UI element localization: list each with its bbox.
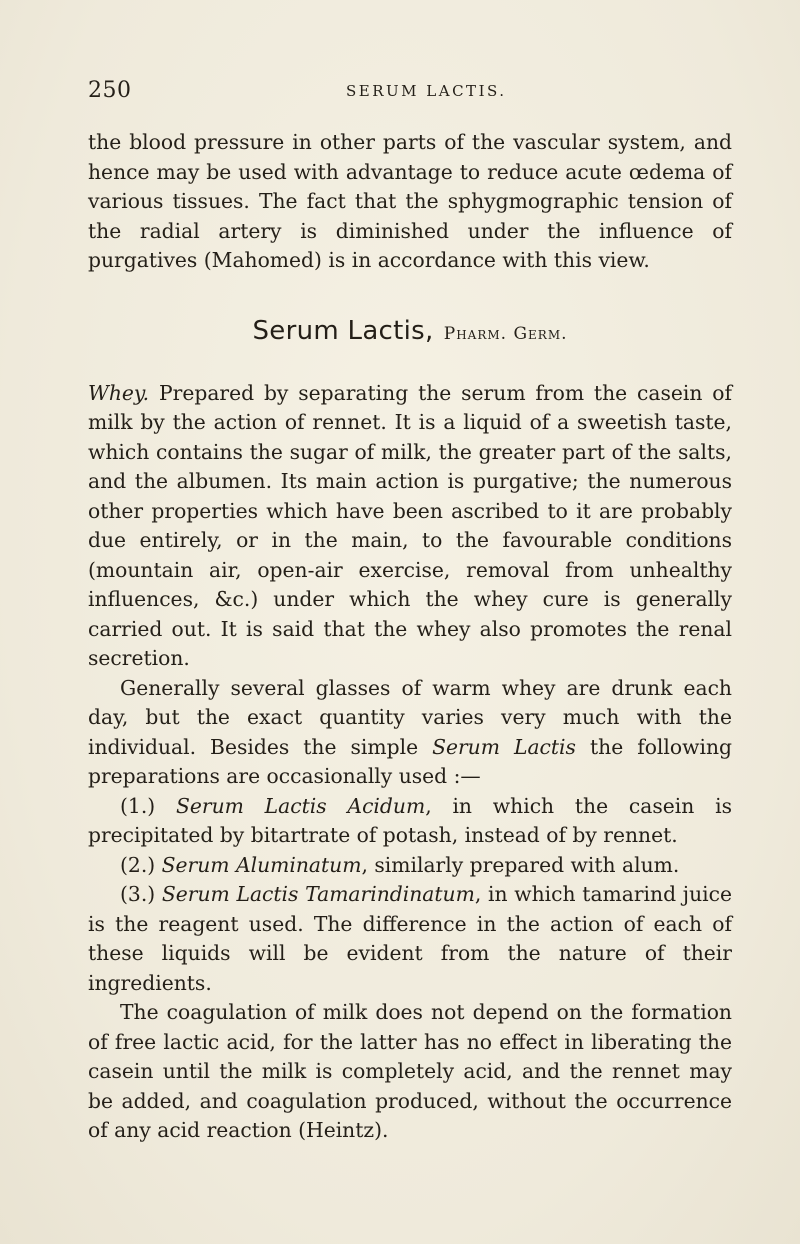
section-title-separator: , <box>425 315 434 346</box>
generally-after: the following preparations are occasionally used :— <box>88 734 733 788</box>
body-text <box>88 128 732 1146</box>
whey-term: Whey. <box>88 380 150 405</box>
section-subtitle: Pharm. Germ. <box>443 323 568 344</box>
preparation-text: , in which tamarind juice is the reagent used. The difference in the action of each of these liquids will be evident from the nature of their ingredients. <box>88 882 732 995</box>
whey-text: Prepared by separating the serum from the casein of milk by the action of rennet. It is a liquid of a sweetish taste, which contains the sugar of milk, the greater part of the salts, and the albumen. Its main action is purgative; the numerous other properties which have been ascribed to it are probably due entirely, or in the main, to the favourable conditions (mountain air, open-air exercise, removal from unhealthy influences, &c.) under which the whey cure is generally carried out. It is said that the whey also promotes the renal secretion. <box>88 380 732 670</box>
preparation-text: , in which the casein is precipitated by bitartrate of potash, instead of by rennet. <box>88 793 733 847</box>
generally-paragraph <box>88 674 732 792</box>
preparation-text: , similarly prepared with alum. <box>361 852 680 877</box>
preparation-number: (3.) <box>120 882 162 906</box>
section-heading <box>88 316 732 349</box>
preparation-number: (1.) <box>120 793 176 818</box>
preparation-item-3 <box>88 880 732 998</box>
coagulation-paragraph: The coagulation of milk does not depend on the formation of free lactic acid, for the latter has no effect in liberating the casein until the milk is completely acid, and the rennet may be added, and coagulation produced, without the occurrence of any acid reaction (Heintz). <box>88 1000 732 1142</box>
running-head: SERUM LACTIS. <box>346 82 507 100</box>
page-header <box>88 78 718 108</box>
preparation-name: Serum Lactis Acidum <box>175 793 426 818</box>
generally-before: Generally several glasses of warm whey are drunk each day, but the exact quantity varies very much with the individual. Besides the simple <box>88 675 732 759</box>
whey-paragraph <box>88 379 732 674</box>
intro-paragraph: the blood pressure in other parts of the vascular system, and hence may be used with advantage to reduce acute œdema of various tissues. The fact that the sphygmographic tension of the radial artery is diminished under the influence of purgatives (Mahomed) is in accordance with this view. <box>88 130 732 272</box>
preparation-name: Serum Aluminatum <box>161 852 362 877</box>
preparation-number: (2.) <box>120 852 162 877</box>
page-number: 250 <box>88 78 132 103</box>
preparation-name: Serum Lactis Tamarindinatum <box>161 882 475 906</box>
preparation-item-1 <box>88 792 732 851</box>
generally-term: Serum Lactis <box>432 734 576 759</box>
section-title: Serum Lactis <box>252 315 426 346</box>
preparation-item-2 <box>88 851 732 881</box>
